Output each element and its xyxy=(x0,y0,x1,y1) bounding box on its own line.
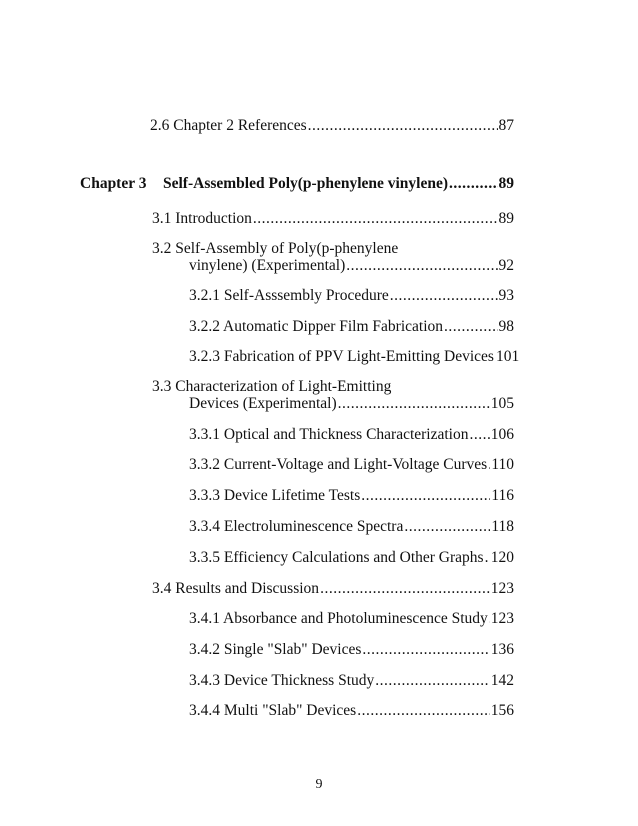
toc-entry-3-1 xyxy=(152,210,514,228)
toc-entry-page: 123 xyxy=(490,580,514,597)
toc-entry-3-4-3 xyxy=(189,672,514,690)
toc-entry-label: 2.6 Chapter 2 References xyxy=(150,117,307,134)
toc-leader-dots xyxy=(357,702,490,720)
toc-entry-page: 87 xyxy=(498,117,514,134)
toc-leader-dots xyxy=(444,318,498,336)
toc-entry-page: 89 xyxy=(498,210,514,227)
toc-leader-dots xyxy=(320,580,490,598)
toc-entry-3-2-3 xyxy=(189,348,520,366)
chapter-title: Self-Assembled Poly(p-phenylene vinylene) xyxy=(163,175,449,192)
toc-entry-label: 3.2.2 Automatic Dipper Film Fabrication xyxy=(189,318,443,335)
toc-entry-label: 3.4.1 Absorbance and Photoluminescence Study xyxy=(189,610,488,627)
toc-entry-page: 110 xyxy=(491,456,514,473)
toc-leader-dots xyxy=(346,257,497,275)
toc-leader-dots xyxy=(488,456,490,474)
toc-entry-3-3-5 xyxy=(189,549,514,567)
toc-entry-page: 89 xyxy=(498,175,514,192)
toc-entry-page: 93 xyxy=(498,287,514,304)
toc-entry-label: 3.1 Introduction xyxy=(152,210,252,227)
toc-entry-label: 3.3.5 Efficiency Calculations and Other Graphs xyxy=(189,549,484,566)
toc-leader-dots xyxy=(362,641,489,659)
toc-entry-3-4 xyxy=(152,580,514,598)
toc-chapter-3 xyxy=(163,175,514,193)
toc-leader-dots xyxy=(338,395,490,413)
toc-entry-3-3-4 xyxy=(189,518,514,536)
toc-entry-3-2 xyxy=(189,257,514,275)
toc-entry-3-3-1 xyxy=(189,426,514,444)
toc-entry-label: 3.3.2 Current-Voltage and Light-Voltage Curves xyxy=(189,456,488,473)
toc-entry-label: 3.2.1 Self-Asssembly Procedure xyxy=(189,287,389,304)
toc-leader-dots xyxy=(361,487,490,505)
toc-leader-dots xyxy=(253,210,498,228)
toc-entry-2-6 xyxy=(150,117,514,135)
toc-entry-page: 156 xyxy=(490,702,514,719)
toc-entry-label: 3.3.3 Device Lifetime Tests xyxy=(189,487,361,504)
toc-entry-label: Devices (Experimental) xyxy=(189,395,337,412)
toc-entry-3-2-line1: 3.2 Self-Assembly of Poly(p-phenylene xyxy=(152,240,399,257)
toc-entry-3-4-1 xyxy=(189,610,514,628)
toc-entry-page: 123 xyxy=(490,610,514,627)
toc-entry-page: 136 xyxy=(490,641,514,658)
toc-entry-3-2-1 xyxy=(189,287,514,305)
toc-entry-page: 101 xyxy=(495,348,520,365)
toc-entry-label: 3.4.3 Device Thickness Study xyxy=(189,672,375,689)
toc-entry-label: 3.3.4 Electroluminescence Spectra xyxy=(189,518,404,535)
toc-entry-page: 116 xyxy=(491,487,514,504)
toc-entry-page: 98 xyxy=(498,318,514,335)
toc-entry-3-3-2 xyxy=(189,456,514,474)
toc-entry-page: 142 xyxy=(490,672,514,689)
toc-leader-dots xyxy=(404,518,490,536)
toc-entry-page: 120 xyxy=(490,549,514,566)
toc-entry-3-3 xyxy=(189,395,514,413)
toc-entry-3-2-2 xyxy=(189,318,514,336)
toc-entry-page: 92 xyxy=(498,257,514,274)
toc-entry-3-4-2 xyxy=(189,641,514,659)
toc-leader-dots xyxy=(485,549,490,567)
toc-entry-page: 106 xyxy=(490,426,514,443)
toc-entry-3-4-4 xyxy=(189,702,514,720)
toc-entry-label: 3.2.3 Fabrication of PPV Light-Emitting Devices xyxy=(189,348,494,365)
toc-leader-dots xyxy=(469,426,489,444)
toc-leader-dots xyxy=(375,672,489,690)
toc-leader-dots xyxy=(449,175,497,193)
toc-entry-label: 3.3.1 Optical and Thickness Characterization xyxy=(189,426,469,443)
toc-entry-label: 3.4 Results and Discussion xyxy=(152,580,320,597)
chapter-prefix: Chapter 3 xyxy=(80,175,147,192)
toc-leader-dots xyxy=(308,117,498,135)
page-number: 9 xyxy=(315,777,323,792)
toc-entry-3-3-3 xyxy=(189,487,514,505)
toc-entry-page: 105 xyxy=(490,395,514,412)
toc-entry-3-3-line1: 3.3 Characterization of Light-Emitting xyxy=(152,378,392,395)
toc-leader-dots xyxy=(390,287,498,305)
toc-leader-dots xyxy=(489,610,490,628)
toc-entry-page: 118 xyxy=(491,518,514,535)
toc-entry-label: vinylene) (Experimental) xyxy=(189,257,346,274)
toc-entry-label: 3.4.2 Single "Slab" Devices xyxy=(189,641,362,658)
toc-entry-label: 3.4.4 Multi "Slab" Devices xyxy=(189,702,357,719)
